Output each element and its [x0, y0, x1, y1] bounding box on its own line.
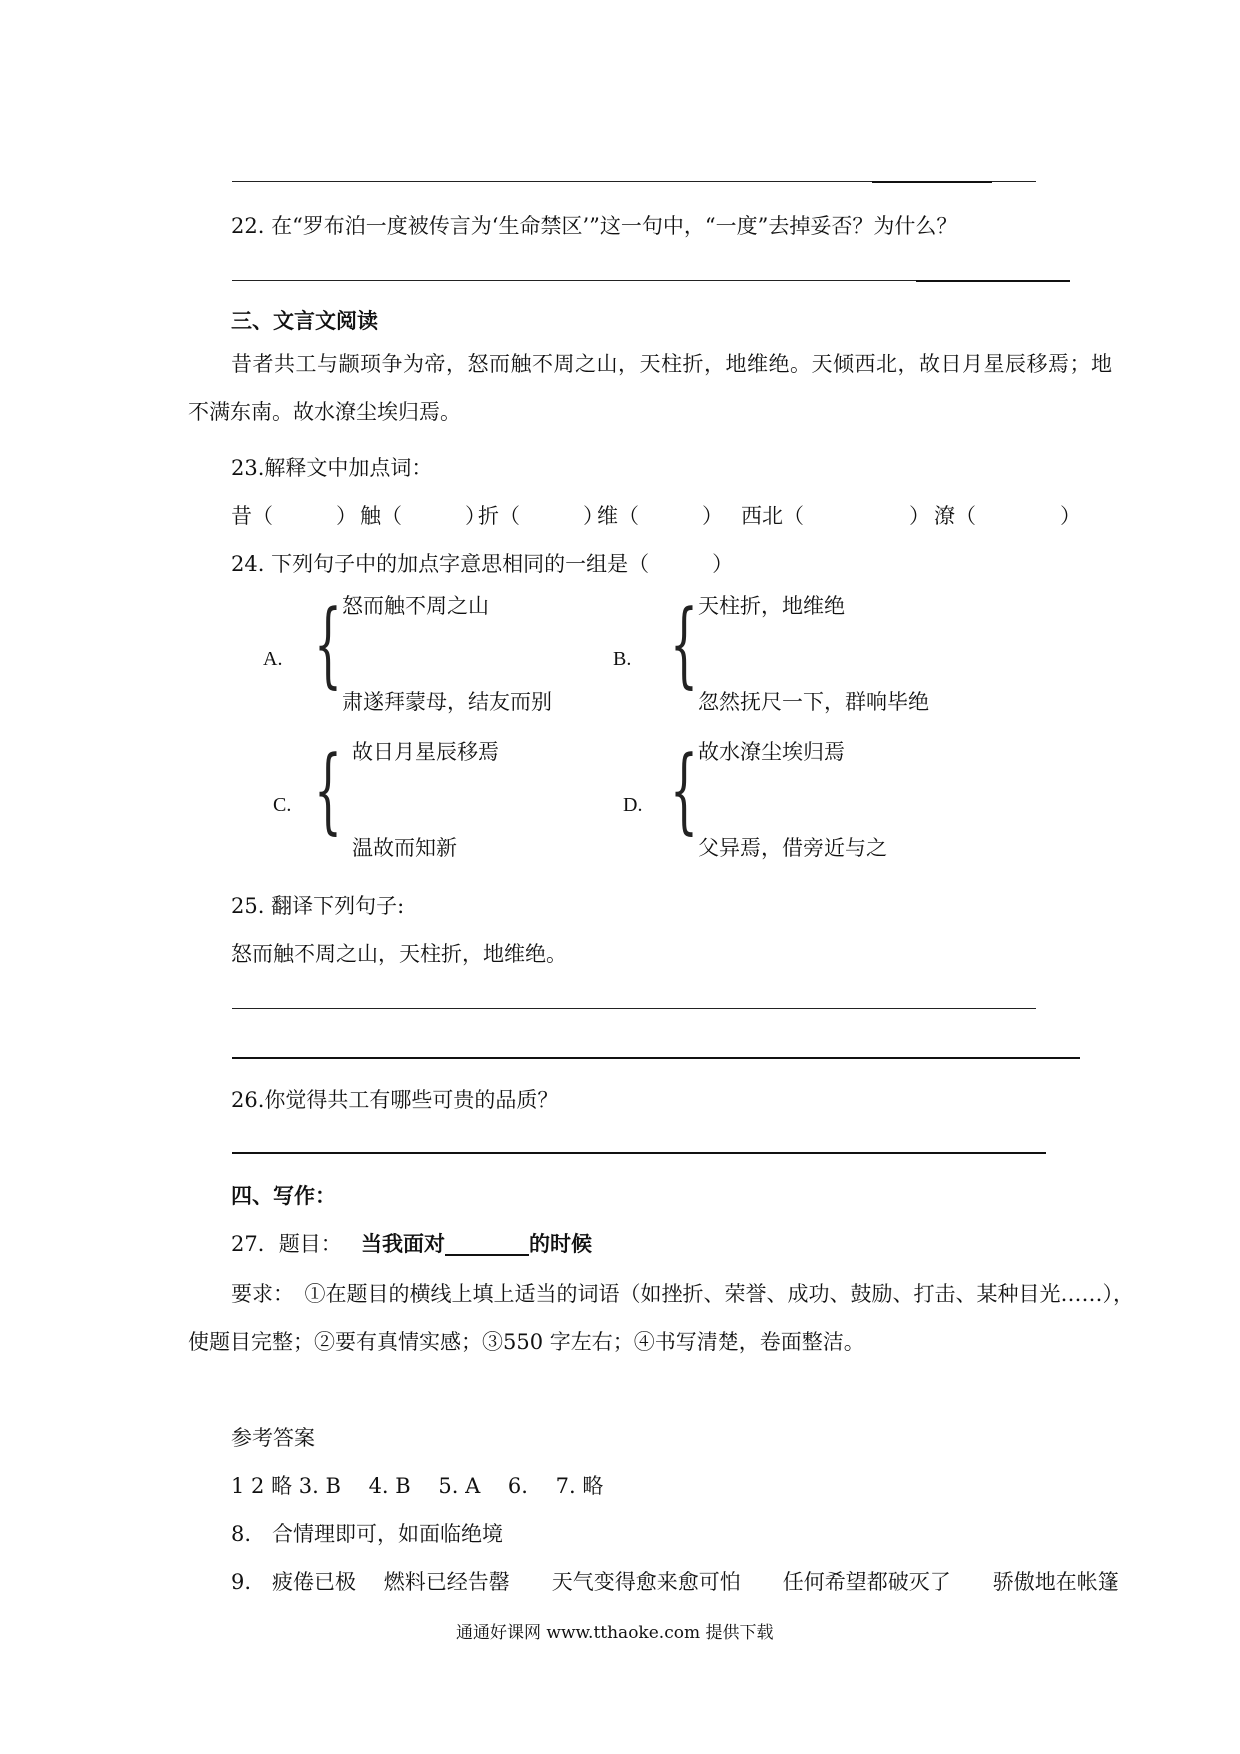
brace-c: { — [314, 738, 342, 846]
q23-item-6: 潦（ ） — [934, 504, 1081, 528]
essay-title: 当我面对________的时候 — [361, 1231, 592, 1256]
answers-line-2: 8. 合情理即可，如面临绝境 — [231, 1522, 504, 1546]
answer-line-22[interactable] — [232, 280, 916, 281]
q23-item-1: 昔（ ） — [231, 504, 357, 528]
question-24-stem: 24. 下列句子中的加点字意思相同的一组是（ ） — [231, 552, 734, 576]
question-25-sentence: 怒而触不周之山，天柱折，地维绝。 — [231, 942, 567, 966]
option-b-label: B. — [613, 648, 632, 670]
question-25-stem: 25. 翻译下列句子: — [231, 894, 405, 918]
option-c-label: C. — [273, 794, 292, 816]
answer-line-21-end — [872, 181, 992, 183]
brace-a: { — [314, 592, 342, 700]
option-d-sentence-1: 故水潦尘埃归焉 — [698, 740, 845, 764]
answers-title: 参考答案 — [231, 1426, 315, 1450]
option-a-label: A. — [263, 648, 283, 670]
question-27-prefix: 27．题目： — [231, 1232, 342, 1256]
section-3-title: 三、文言文阅读 — [231, 308, 378, 333]
answer-line-25-b[interactable] — [232, 1057, 1080, 1059]
section-4-title: 四、写作： — [231, 1183, 336, 1208]
option-a-sentence-2: 肃遂拜蒙母，结友而别 — [342, 690, 552, 714]
passage-line-2: 不满东南。故水潦尘埃归焉。 — [188, 400, 461, 424]
answer-line-21-tail — [992, 181, 1036, 182]
question-26: 26.你觉得共工有哪些可贵的品质？ — [231, 1088, 559, 1112]
q23-item-2: 触（ ） — [360, 504, 486, 528]
option-d-sentence-2: 父异焉，借旁近与之 — [698, 836, 887, 860]
option-c-sentence-1: 故日月星辰移焉 — [352, 740, 499, 764]
question-22: 22. 在“罗布泊一度被传言为‘生命禁区’”这一句中，“一度”去掉妥否？为什么？ — [231, 214, 958, 238]
requirements-line-2: 使题目完整；②要有真情实感；③550 字左右；④书写清楚，卷面整洁。 — [188, 1330, 865, 1354]
q23-item-3: 折（ ） — [478, 504, 604, 528]
answer-line-21[interactable] — [232, 181, 872, 182]
answer-line-25-a[interactable] — [232, 1008, 1036, 1009]
brace-d: { — [670, 738, 698, 846]
footer-text: 通通好课网 www.tthaoke.com 提供下载 — [456, 1623, 774, 1643]
requirements-line-1: 要求： ①在题目的横线上填上适当的词语（如挫折、荣誉、成功、鼓励、打击、某种目光……）， — [231, 1282, 1134, 1306]
answer-line-26[interactable] — [232, 1152, 1046, 1154]
brace-b: { — [670, 592, 698, 700]
question-23-stem: 23.解释文中加点词： — [231, 456, 433, 480]
answers-line-3: 9. 疲倦已极 燃料已经告罄 天气变得愈来愈可怕 任何希望都破灭了 骄傲地在帐篷 — [231, 1570, 1119, 1594]
passage-line-1: 昔者共工与颛顼争为帝，怒而触不周之山，天柱折，地维绝。天倾西北，故日月星辰移焉；地 — [231, 352, 1113, 376]
option-b-sentence-2: 忽然抚尺一下，群响毕绝 — [698, 690, 929, 714]
answer-line-22-end — [916, 280, 1070, 282]
option-a-sentence-1: 怒而触不周之山 — [342, 594, 489, 618]
answers-line-1: 1 2 略 3. B 4. B 5. A 6. 7. 略 — [231, 1474, 604, 1498]
option-d-label: D. — [623, 794, 643, 816]
q23-item-4: 维（ ） — [597, 504, 723, 528]
q23-item-5: 西北（ ） — [741, 504, 930, 528]
option-c-sentence-2: 温故而知新 — [352, 836, 457, 860]
option-b-sentence-1: 天柱折，地维绝 — [698, 594, 845, 618]
